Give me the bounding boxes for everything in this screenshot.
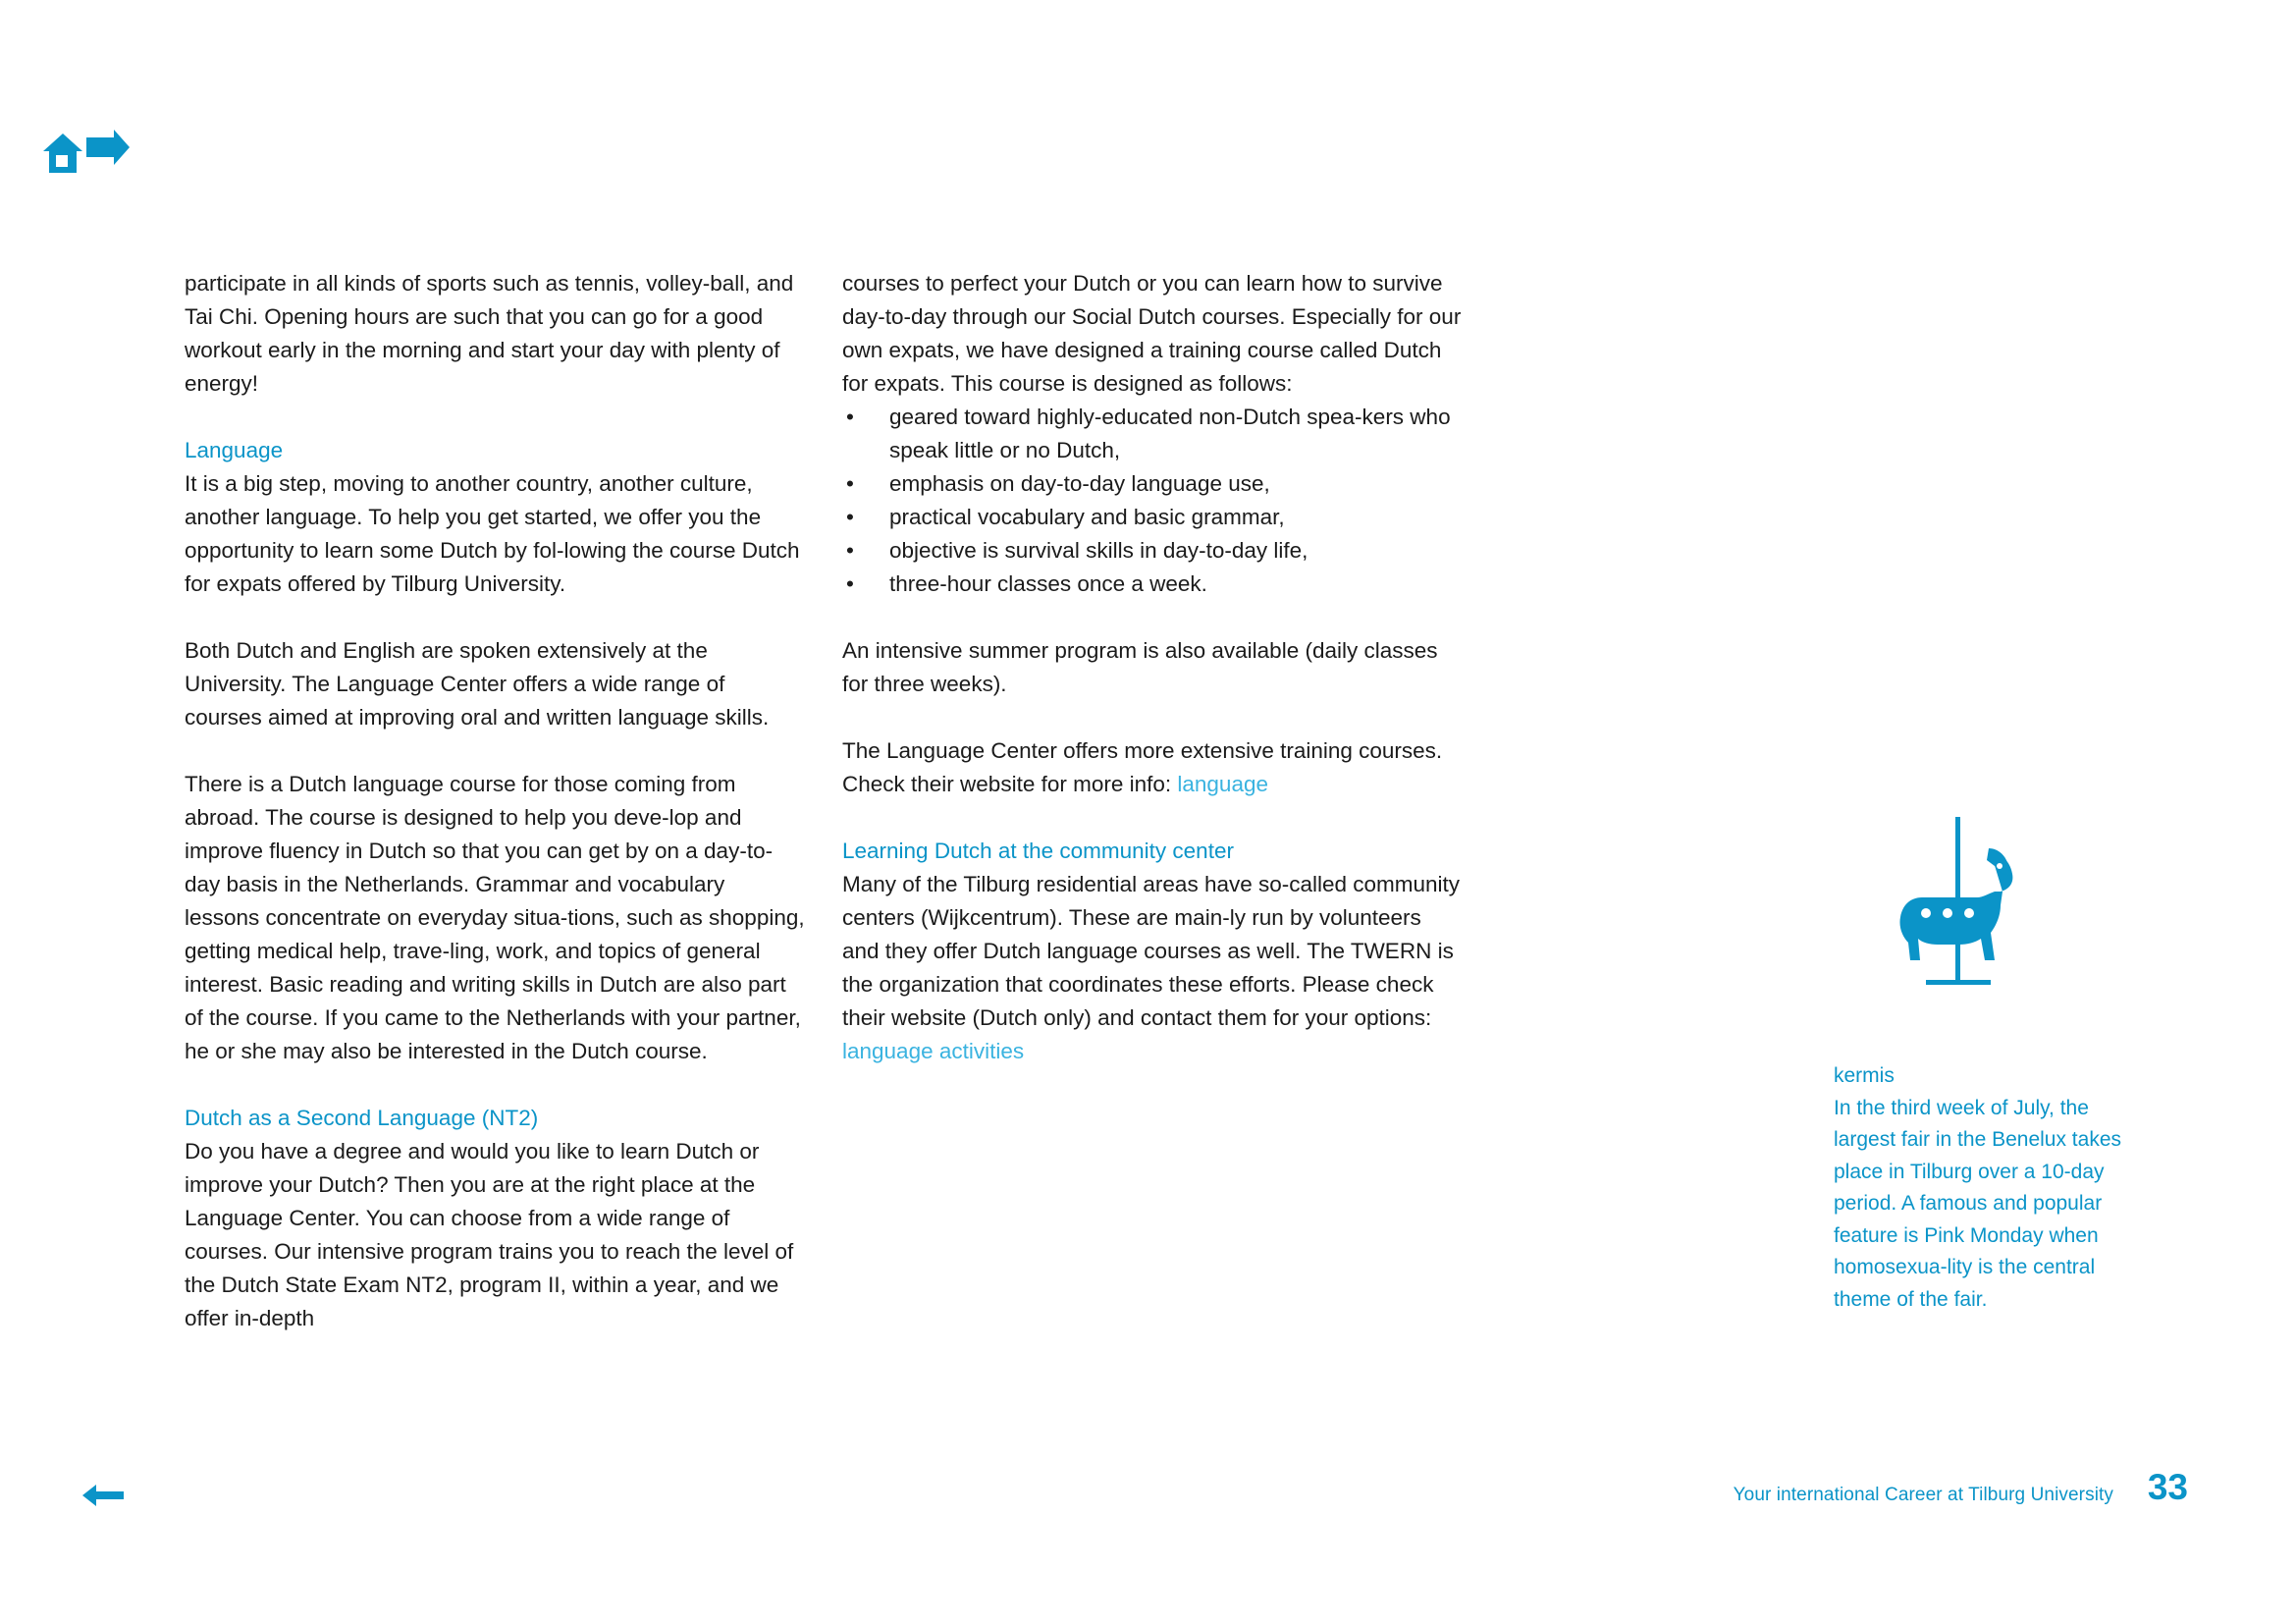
heading-language: Language — [185, 438, 284, 462]
paragraph-community-link-line — [842, 1035, 1463, 1068]
home-icon[interactable] — [41, 126, 132, 185]
course-features-list — [842, 401, 1463, 601]
middle-text-column — [842, 267, 1463, 1102]
language-activities-link[interactable]: language activities — [842, 1039, 1025, 1063]
paragraph-extensive-training — [842, 734, 1463, 801]
language-link[interactable]: language — [1177, 772, 1268, 796]
paragraph-summer-program: An intensive summer program is also available (daily classes for three weeks). — [842, 638, 1438, 696]
paragraph-language-intro: It is a big step, moving to another country, another culture, another language. To help you get started, we offer you the opportunity to learn some Dutch by fol-lowing the course Dutch for expats offered by Tilburg University. — [185, 471, 800, 596]
paragraph-dutch-english: Both Dutch and English are spoken extensively at the University. The Language Center offers a wide range of courses aimed at improving oral and written language skills. — [185, 638, 770, 730]
bullet-marker: • — [846, 471, 854, 496]
paragraph-courses-intro: courses to perfect your Dutch or you can learn how to survive day-to-day through our Social Dutch courses. Especially for our own expats, we have designed a training course called Dutch for expats. This course is designed as follows: — [842, 271, 1462, 396]
left-text-column — [185, 267, 805, 1335]
footer-title: Your international Career at Tilburg University — [1733, 1485, 2113, 1505]
page-number: 33 — [2147, 1467, 2188, 1507]
caption-body: In the third week of July, the largest fair in the Benelux takes place in Tilburg over a 10-day period. A famous and popular feature is Pink Monday when homosexua-lity is the central theme of the fair. — [1834, 1096, 2121, 1311]
list-item — [842, 501, 1463, 534]
list-item-label: three-hour classes once a week. — [889, 571, 1207, 596]
paragraph-sports: participate in all kinds of sports such as tennis, volley-ball, and Tai Chi. Opening hours are such that you can go for a good workout early in the morning and start your day with plenty of energy! — [185, 271, 794, 396]
bullet-marker: • — [846, 538, 854, 563]
paragraph-community-center: Many of the Tilburg residential areas have so-called community centers (Wijkcentrum). These are main-ly run by volunteers and they offer Dutch language courses as well. The TWERN is the organization that coordinates these efforts. Please check their website (Dutch only) and contact them for your options: — [842, 872, 1461, 1030]
list-item-label: objective is survival skills in day-to-day life, — [889, 538, 1308, 563]
paragraph-nt2: Do you have a degree and would you like to learn Dutch or improve your Dutch? Then you are at the right place at the Language Center. You can choose from a wide range of courses. Our intensive program trains you to reach the level of the Dutch State Exam NT2, program II, within a year, and we offer in-depth — [185, 1139, 794, 1330]
list-item-label: practical vocabulary and basic grammar, — [889, 505, 1285, 529]
bullet-marker: • — [846, 405, 854, 429]
list-item — [842, 401, 1463, 467]
back-arrow-icon[interactable] — [82, 1483, 124, 1508]
list-item — [842, 534, 1463, 568]
list-item-label: emphasis on day-to-day language use, — [889, 471, 1270, 496]
heading-community-center: Learning Dutch at the community center — [842, 839, 1234, 863]
bullet-marker: • — [846, 571, 854, 596]
carousel-horse-icon — [1865, 815, 2052, 1001]
list-item-label: geared toward highly-educated non-Dutch spea-kers who speak little or no Dutch, — [889, 405, 1451, 462]
list-item — [842, 568, 1463, 601]
paragraph-extensive-training-text: The Language Center offers more extensive training courses. Check their website for more info: — [842, 738, 1443, 796]
sidebar-caption — [1834, 1060, 2148, 1316]
caption-title: kermis — [1834, 1064, 1895, 1087]
list-item — [842, 467, 1463, 501]
heading-nt2: Dutch as a Second Language (NT2) — [185, 1106, 539, 1130]
bullet-marker: • — [846, 505, 854, 529]
paragraph-dutch-course: There is a Dutch language course for those coming from abroad. The course is designed to help you deve-lop and improve fluency in Dutch so that you can get by on a day-to-day basis in the Netherlands. Grammar and vocabulary lessons concentrate on everyday situa-tions, such as shopping, getting medical help, trave-ling, work, and topics of general interest. Basic reading and writing skills in Dutch are also part of the course. If you came to the Netherlands with your partner, he or she may also be interested in the Dutch course. — [185, 772, 805, 1063]
